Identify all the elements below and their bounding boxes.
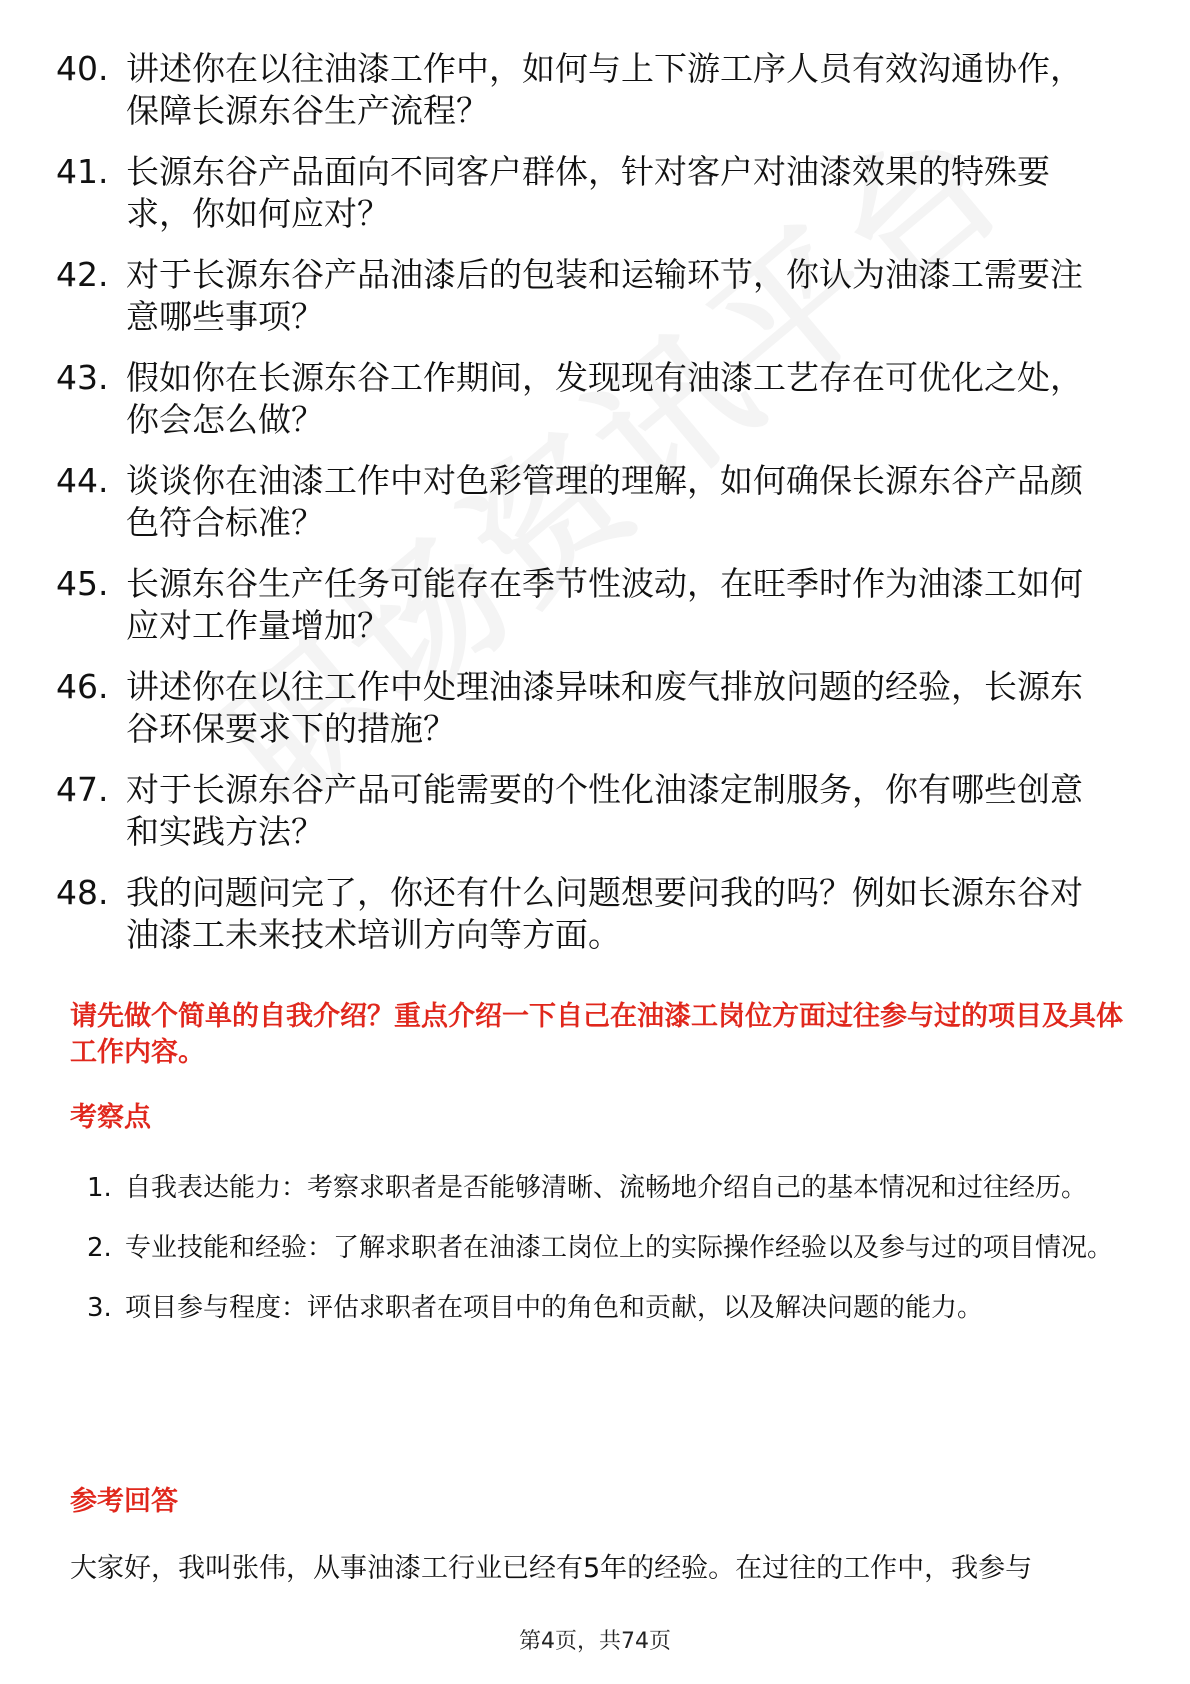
question-item bbox=[0, 254, 1190, 338]
answer-paragraph: 大家好，我叫张伟，从事油漆工行业已经有5年的经验。在过往的工作中，我参与 bbox=[70, 1553, 1033, 1584]
point-text: 项目参与程度：评估求职者在项目中的角色和贡献，以及解决问题的能力。 bbox=[125, 1293, 984, 1323]
point-item bbox=[0, 1280, 1190, 1337]
question-number: 43. bbox=[56, 358, 109, 397]
interview-prompt: 请先做个简单的自我介绍？重点介绍一下自己在油漆工岗位方面过往参与过的项目及具体工作内容。 bbox=[70, 1001, 1123, 1068]
question-text: 假如你在长源东谷工作期间，发现现有油漆工艺存在可优化之处，你会怎么做？ bbox=[126, 358, 1083, 439]
point-number: 1. bbox=[87, 1173, 112, 1203]
question-item bbox=[0, 48, 1190, 132]
point-number: 3. bbox=[87, 1293, 112, 1323]
question-number: 40. bbox=[56, 49, 109, 88]
question-item bbox=[0, 872, 1190, 956]
section-heading-cankao: 参考回答 bbox=[70, 1486, 178, 1517]
question-item bbox=[0, 151, 1190, 235]
question-text: 对于长源东谷产品可能需要的个性化油漆定制服务，你有哪些创意和实践方法？ bbox=[126, 770, 1083, 851]
point-text: 自我表达能力：考察求职者是否能够清晰、流畅地介绍自己的基本情况和过往经历。 bbox=[125, 1173, 1088, 1203]
question-text: 长源东谷产品面向不同客户群体，针对客户对油漆效果的特殊要求，你如何应对？ bbox=[126, 152, 1050, 233]
question-item bbox=[0, 563, 1190, 647]
question-number: 44. bbox=[56, 461, 109, 500]
question-text: 讲述你在以往工作中处理油漆异味和废气排放问题的经验，长源东谷环保要求下的措施？ bbox=[126, 667, 1083, 748]
page-footer: 第4页，共74页 bbox=[519, 1629, 671, 1654]
question-text: 讲述你在以往油漆工作中，如何与上下游工序人员有效沟通协作，保障长源东谷生产流程？ bbox=[126, 49, 1083, 130]
point-text: 专业技能和经验：了解求职者在油漆工岗位上的实际操作经验以及参与过的项目情况。 bbox=[125, 1233, 1114, 1263]
question-number: 41. bbox=[56, 152, 109, 191]
question-text: 谈谈你在油漆工作中对色彩管理的理解，如何确保长源东谷产品颜色符合标准？ bbox=[126, 461, 1083, 542]
point-item bbox=[0, 1160, 1190, 1217]
question-item bbox=[0, 460, 1190, 544]
question-number: 42. bbox=[56, 255, 109, 294]
point-number: 2. bbox=[87, 1233, 112, 1263]
section-heading-kaochadian: 考察点 bbox=[70, 1102, 151, 1133]
question-text: 我的问题问完了，你还有什么问题想要问我的吗？例如长源东谷对油漆工未来技术培训方向等方面。 bbox=[126, 873, 1083, 954]
point-list bbox=[0, 1160, 1190, 1340]
question-text: 对于长源东谷产品油漆后的包装和运输环节，你认为油漆工需要注意哪些事项？ bbox=[126, 255, 1083, 336]
question-number: 45. bbox=[56, 564, 109, 603]
question-number: 47. bbox=[56, 770, 109, 809]
question-list bbox=[0, 48, 1190, 975]
point-item bbox=[0, 1220, 1190, 1277]
question-number: 46. bbox=[56, 667, 109, 706]
question-item bbox=[0, 357, 1190, 441]
question-item bbox=[0, 769, 1190, 853]
question-item bbox=[0, 666, 1190, 750]
question-number: 48. bbox=[56, 873, 109, 912]
question-text: 长源东谷生产任务可能存在季节性波动，在旺季时作为油漆工如何应对工作量增加？ bbox=[126, 564, 1083, 645]
